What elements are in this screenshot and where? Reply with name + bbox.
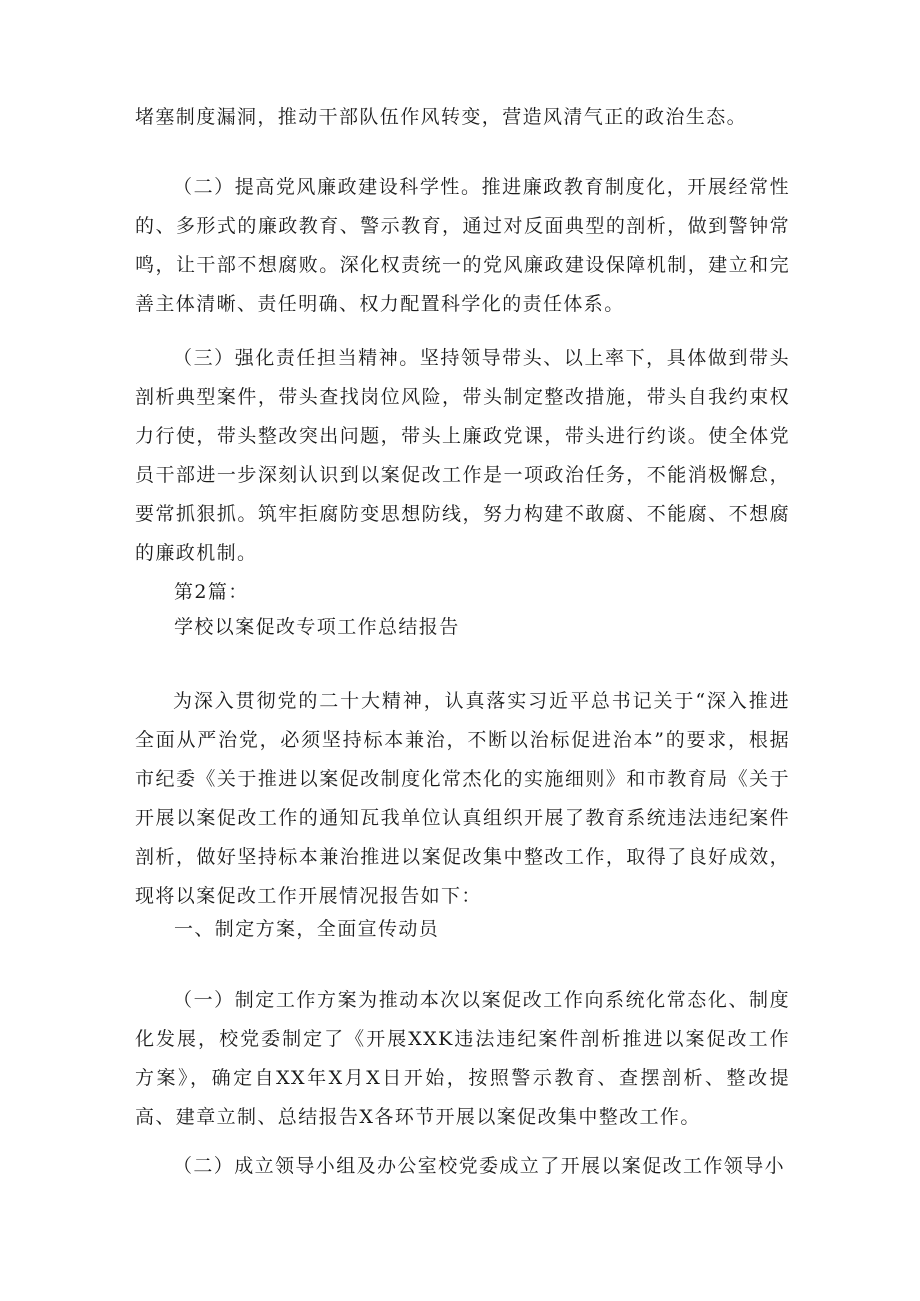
paragraph-improve-scientific: （二）提高党风廉政建设科学性。推进廉政教育制度化，开展经常性的、多形式的廉政教育、警示教育，通过对反面典型的剖析，做到警钟常鸣，让干部不想腐败。深化权责统一的党风廉政建设保障机制，建立和完善主体清晰、责任明确、权力配置科学化的责任体系。 <box>135 176 790 315</box>
paragraph-continuation: 堵塞制度漏洞，推动干部队伍作风转变，营造风清气正的政治生态。 <box>135 106 748 128</box>
intro-paragraph: 为深入贯彻党的二十大精神，认真落实习近平总书记关于“深入推进全面从严治党，必须坚持标本兼治，不断以治标促进治本”的要求，根据市纪委《关于推进以案促改制度化常杰化的实施细则》和市教育局《关于开展以案促改工作的通知瓦我单位认真组织开展了教育系统违法违纪案件剖析，做好坚持标本兼治推进以案促改集中整改工作，取得了良好成效，现将以案促改工作开展情况报告如下： <box>135 690 790 907</box>
report-title: 学校以案促改专项工作总结报告 <box>174 616 460 638</box>
chapter-label: 第2篇： <box>174 581 249 603</box>
section-heading: 一、制定方案，全面宣传动员 <box>174 918 440 940</box>
paragraph-leading-group: （二）成立领导小组及办公室校党委成立了开展以案促改工作领导小 <box>173 1155 786 1177</box>
paragraph-strengthen-responsibility: （三）强化责任担当精神。坚持领导带头、以上率下，具体做到带头剖析典型案件，带头查找岗位风险，带头制定整改措施，带头自我约束权力行使，带头整改突出问题，带头上廉政党课，带头进行约谈。使全体党员干部进一步深刻认识到以案促改工作是一项政治任务，不能消极懈怠，要常抓狠抓。筑牢拒腐防变思想防线，努力构建不敢腐、不能腐、不想腐的廉政机制。 <box>135 347 790 564</box>
paragraph-work-plan: （一）制定工作方案为推动本次以案促改工作向系统化常态化、制度化发展，校党委制定了《开展XXK违法违纪案件剖析推进以案促改工作方案》，确定自XX年X月X日开始，按照警示教育、查摆剖析、整改提高、建章立制、总结报告X各环节开展以案促改集中整改工作。 <box>135 989 790 1128</box>
